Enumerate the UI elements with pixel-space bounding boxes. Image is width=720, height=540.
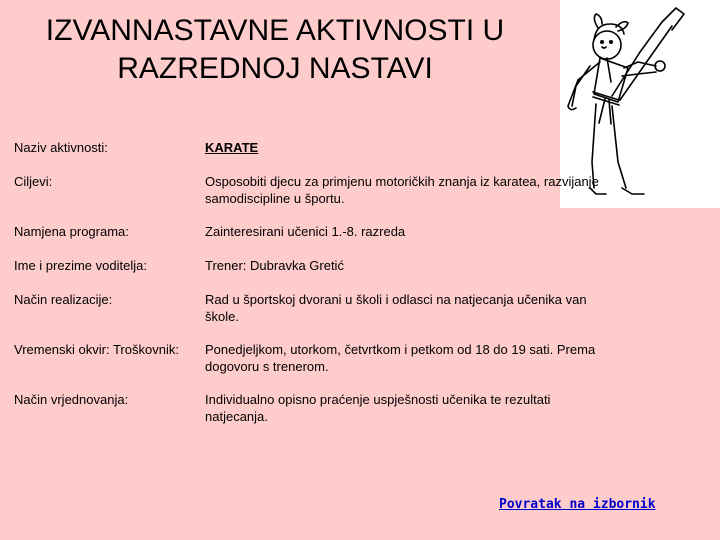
row-label: Način vrjednovanja:	[14, 392, 129, 407]
row-label: Ciljevi:	[14, 174, 53, 189]
row-label: Namjena programa:	[14, 224, 129, 239]
row-value: Individualno opisno praćenje uspješnosti učenika te rezultati natjecanja.	[205, 392, 551, 424]
page-title-line-1: IZVANNASTAVNE AKTIVNOSTI U	[45, 14, 505, 47]
row-label: Način realizacije:	[14, 292, 113, 307]
row-value: Rad u športskoj dvorani u školi i odlasci na natjecanja učenika van škole.	[205, 292, 587, 324]
page-title	[10, 12, 540, 88]
row-label: Ime i prezime voditelja:	[14, 258, 147, 273]
row-value: Zainteresirani učenici 1.-8. razreda	[205, 224, 406, 239]
row-value: KARATE	[205, 140, 259, 155]
page-title-line-2: RAZREDNOJ NASTAVI	[117, 52, 433, 85]
row-value: Trener: Dubravka Gretić	[205, 258, 344, 273]
row-label: Naziv aktivnosti:	[14, 140, 108, 155]
row-value: Ponedjeljkom, utorkom, četvrtkom i petkom od 18 do 19 sati. Prema dogovoru s trenerom.	[205, 342, 596, 374]
row-label: Vremenski okvir: Troškovnik:	[14, 342, 179, 357]
back-to-menu-link[interactable]: Povratak na izbornik	[499, 497, 656, 512]
row-value: Osposobiti djecu za primjenu motoričkih znanja iz karatea, razvijanje samodiscipline u športu.	[205, 174, 599, 206]
